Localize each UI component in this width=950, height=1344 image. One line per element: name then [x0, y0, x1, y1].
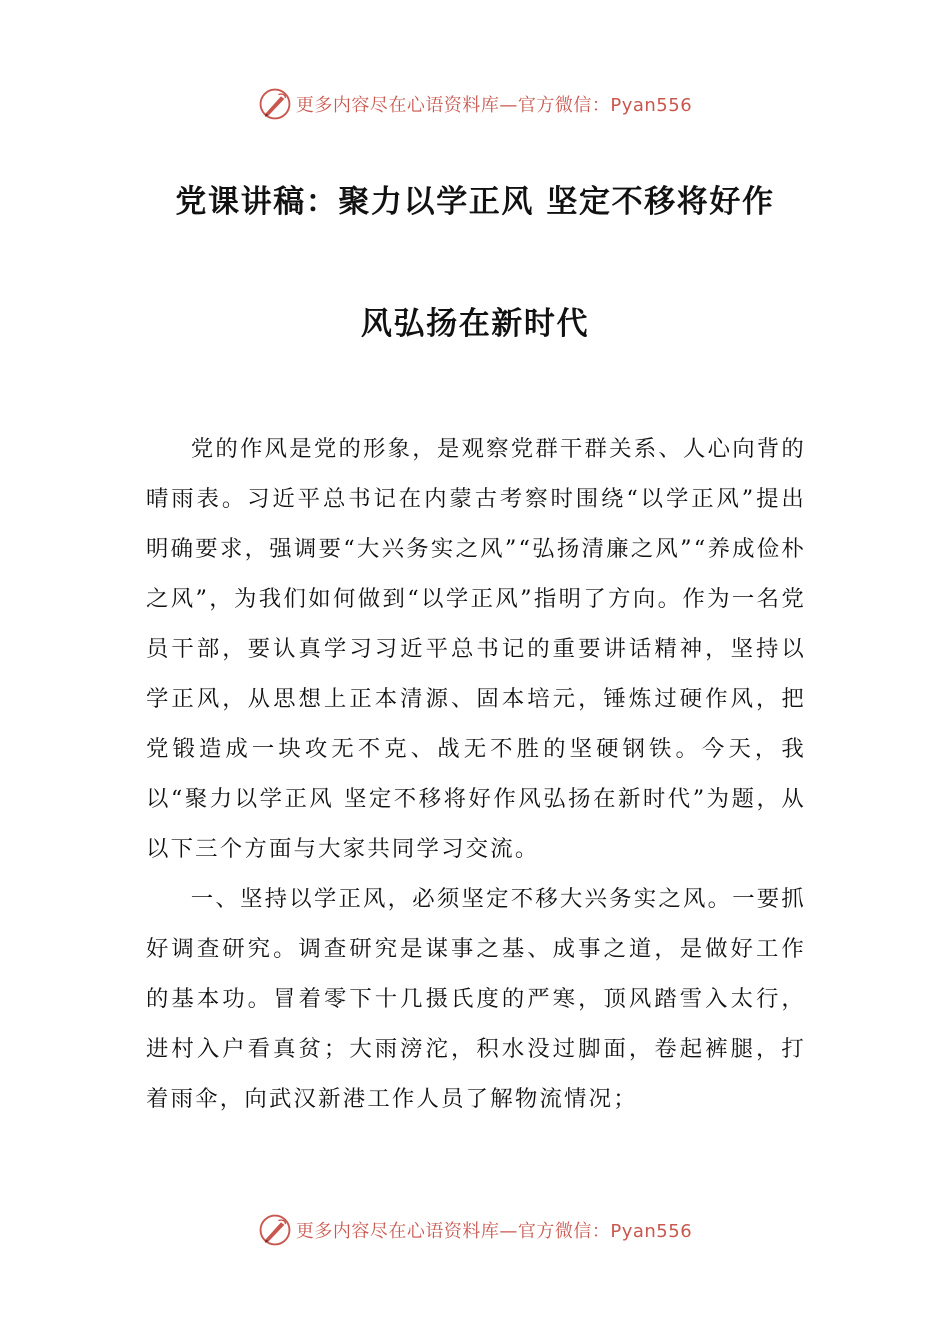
paragraph-section-one: 一、坚持以学正风，必须坚定不移大兴务实之风。一要抓好调查研究。调查研究是谋事之基、成事之道，是做好工作的基本功。冒着零下十几摄氏度的严寒，顶风踏雪入太行，进村入户看真贫；大雨滂沱，积水没过脚面，卷起裤腿，打着雨伞，向武汉新港工作人员了解物流情况； [146, 886, 806, 1112]
watermark-footer [0, 1210, 950, 1250]
pen-logo-icon [258, 1213, 292, 1247]
watermark-text: 更多内容尽在心语资料库—官方微信：Pyan556 [295, 95, 693, 116]
document-title-line-2: 风弘扬在新时代 [360, 306, 590, 342]
pen-logo-icon [258, 87, 292, 121]
paragraph-intro: 党的作风是党的形象，是观察党群干群关系、人心向背的晴雨表。习近平总书记在内蒙古考察时围绕“以学正风”提出明确要求，强调要“大兴务实之风”“弘扬清廉之风”“养成俭朴之风”，为我们如何做到“以学正风”指明了方向。作为一名党员干部，要认真学习习近平总书记的重要讲话精神，坚持以学正风，从思想上正本清源、固本培元，锤炼过硬作风，把党锻造成一块攻无不克、战无不胜的坚硬钢铁。今天，我以“聚力以学正风 坚定不移将好作风弘扬在新时代”为题，从以下三个方面与大家共同学习交流。 [146, 436, 806, 862]
watermark-text: 更多内容尽在心语资料库—官方微信：Pyan556 [295, 1221, 693, 1242]
watermark-header [0, 84, 950, 124]
document-body [146, 424, 806, 1124]
document-title-line-1: 党课讲稿：聚力以学正风 坚定不移将好作 [175, 184, 775, 220]
